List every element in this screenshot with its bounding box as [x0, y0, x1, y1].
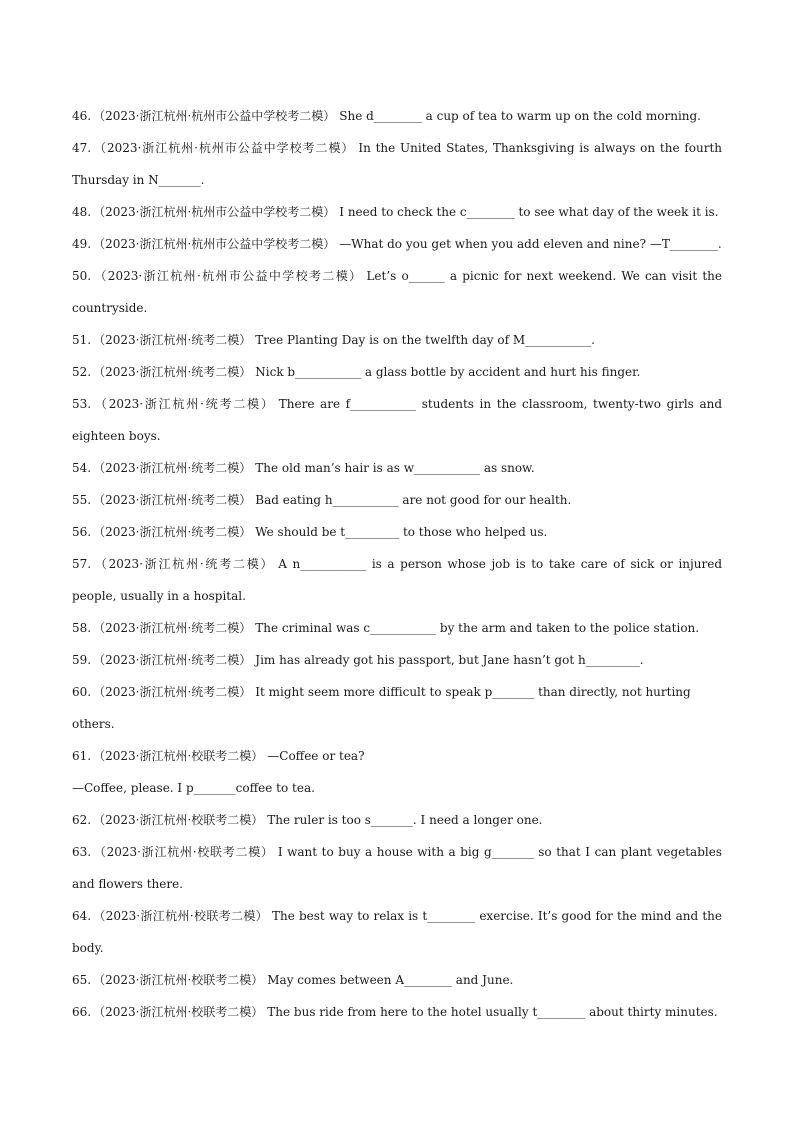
question-number: 61. [72, 749, 92, 763]
question-59 [72, 644, 722, 676]
question-text: Nick b___________ a glass bottle by accident and hurt his finger. [255, 365, 641, 379]
question-64 [72, 900, 722, 964]
question-text: The bus ride from here to the hotel usually t________ about thirty minutes. [267, 1005, 718, 1019]
question-number: 60. [72, 685, 92, 699]
question-number: 63. [72, 845, 92, 859]
question-number: 66. [72, 1005, 92, 1019]
question-text: A n___________ is a person whose job is to take care of sick or injured people, usually in a hospital. [72, 557, 723, 603]
question-text: It might seem more difficult to speak p_______ than directly, not hurting others. [72, 685, 691, 731]
question-61-answer-line [72, 772, 722, 804]
question-number: 50. [72, 269, 92, 283]
question-49 [72, 228, 722, 260]
question-text: Let’s o______ a picnic for next weekend. We can visit the countryside. [72, 269, 723, 315]
question-text: —Coffee, please. I p_______coffee to tea. [72, 781, 315, 795]
question-text: May comes between A________ and June. [267, 973, 514, 987]
question-text: The old man’s hair is as w___________ as snow. [255, 461, 535, 475]
question-source: （2023·浙江杭州·杭州市公益中学校考二模） [93, 237, 336, 251]
question-source: （2023·浙江杭州·统考二模） [93, 493, 252, 507]
question-65 [72, 964, 722, 996]
question-63 [72, 836, 722, 900]
question-text: Jim has already got his passport, but Jane hasn’t got h_________. [255, 653, 644, 667]
question-source: （2023·浙江杭州·校联考二模） [93, 973, 264, 987]
question-number: 59. [72, 653, 92, 667]
question-52 [72, 356, 722, 388]
question-47 [72, 132, 722, 196]
question-text: In the United States, Thanksgiving is always on the fourth Thursday in N_______. [72, 141, 723, 187]
question-51 [72, 324, 722, 356]
question-57 [72, 548, 722, 612]
question-source: （2023·浙江杭州·杭州市公益中学校考二模） [93, 269, 363, 283]
question-54 [72, 452, 722, 484]
question-text: She d________ a cup of tea to warm up on the cold morning. [339, 109, 701, 123]
question-number: 57. [72, 557, 92, 571]
question-source: （2023·浙江杭州·杭州市公益中学校考二模） [93, 141, 355, 155]
question-number: 65. [72, 973, 92, 987]
question-text: There are f___________ students in the classroom, twenty-two girls and eighteen boys. [72, 397, 723, 443]
question-source: （2023·浙江杭州·校联考二模） [93, 1005, 264, 1019]
question-source: （2023·浙江杭州·统考二模） [93, 621, 252, 635]
question-source: （2023·浙江杭州·统考二模） [93, 333, 252, 347]
question-50 [72, 260, 722, 324]
question-source: （2023·浙江杭州·杭州市公益中学校考二模） [93, 109, 336, 123]
question-number: 62. [72, 813, 92, 827]
question-source: （2023·浙江杭州·统考二模） [93, 525, 252, 539]
question-number: 46. [72, 109, 92, 123]
question-source: （2023·浙江杭州·校联考二模） [93, 909, 268, 923]
question-text: I want to buy a house with a big g_______ so that I can plant vegetables and flowers there. [72, 845, 722, 891]
question-number: 51. [72, 333, 92, 347]
question-number: 48. [72, 205, 92, 219]
question-source: （2023·浙江杭州·统考二模） [93, 397, 275, 411]
question-number: 55. [72, 493, 92, 507]
question-53 [72, 388, 722, 452]
question-48 [72, 196, 722, 228]
question-text: —Coffee or tea? [267, 749, 365, 763]
question-number: 49. [72, 237, 92, 251]
question-number: 56. [72, 525, 92, 539]
question-62 [72, 804, 722, 836]
question-46 [72, 100, 722, 132]
question-source: （2023·浙江杭州·统考二模） [93, 685, 252, 699]
question-source: （2023·浙江杭州·统考二模） [93, 461, 252, 475]
question-text: Tree Planting Day is on the twelfth day of M___________. [255, 333, 595, 347]
question-55 [72, 484, 722, 516]
question-number: 53. [72, 397, 92, 411]
question-number: 64. [72, 909, 92, 923]
question-text: I need to check the c________ to see what day of the week it is. [339, 205, 719, 219]
question-text: The criminal was c___________ by the arm and taken to the police station. [255, 621, 700, 635]
question-56 [72, 516, 722, 548]
question-source: （2023·浙江杭州·杭州市公益中学校考二模） [93, 205, 336, 219]
question-text: The best way to relax is t________ exercise. It’s good for the mind and the body. [72, 909, 722, 955]
question-text: Bad eating h___________ are not good for our health. [255, 493, 572, 507]
question-61 [72, 740, 722, 772]
question-source: （2023·浙江杭州·校联考二模） [93, 813, 264, 827]
question-number: 58. [72, 621, 92, 635]
question-source: （2023·浙江杭州·统考二模） [93, 557, 275, 571]
question-66 [72, 996, 722, 1028]
question-text: We should be t_________ to those who helped us. [255, 525, 548, 539]
question-source: （2023·浙江杭州·统考二模） [93, 653, 252, 667]
question-number: 47. [72, 141, 92, 155]
question-text: The ruler is too s_______. I need a longer one. [267, 813, 543, 827]
question-number: 52. [72, 365, 92, 379]
question-text: —What do you get when you add eleven and nine? —T________. [339, 237, 722, 251]
question-source: （2023·浙江杭州·校联考二模） [93, 749, 264, 763]
question-source: （2023·浙江杭州·统考二模） [93, 365, 252, 379]
question-number: 54. [72, 461, 92, 475]
question-60 [72, 676, 722, 740]
question-58 [72, 612, 722, 644]
question-source: （2023·浙江杭州·校联考二模） [93, 845, 274, 859]
